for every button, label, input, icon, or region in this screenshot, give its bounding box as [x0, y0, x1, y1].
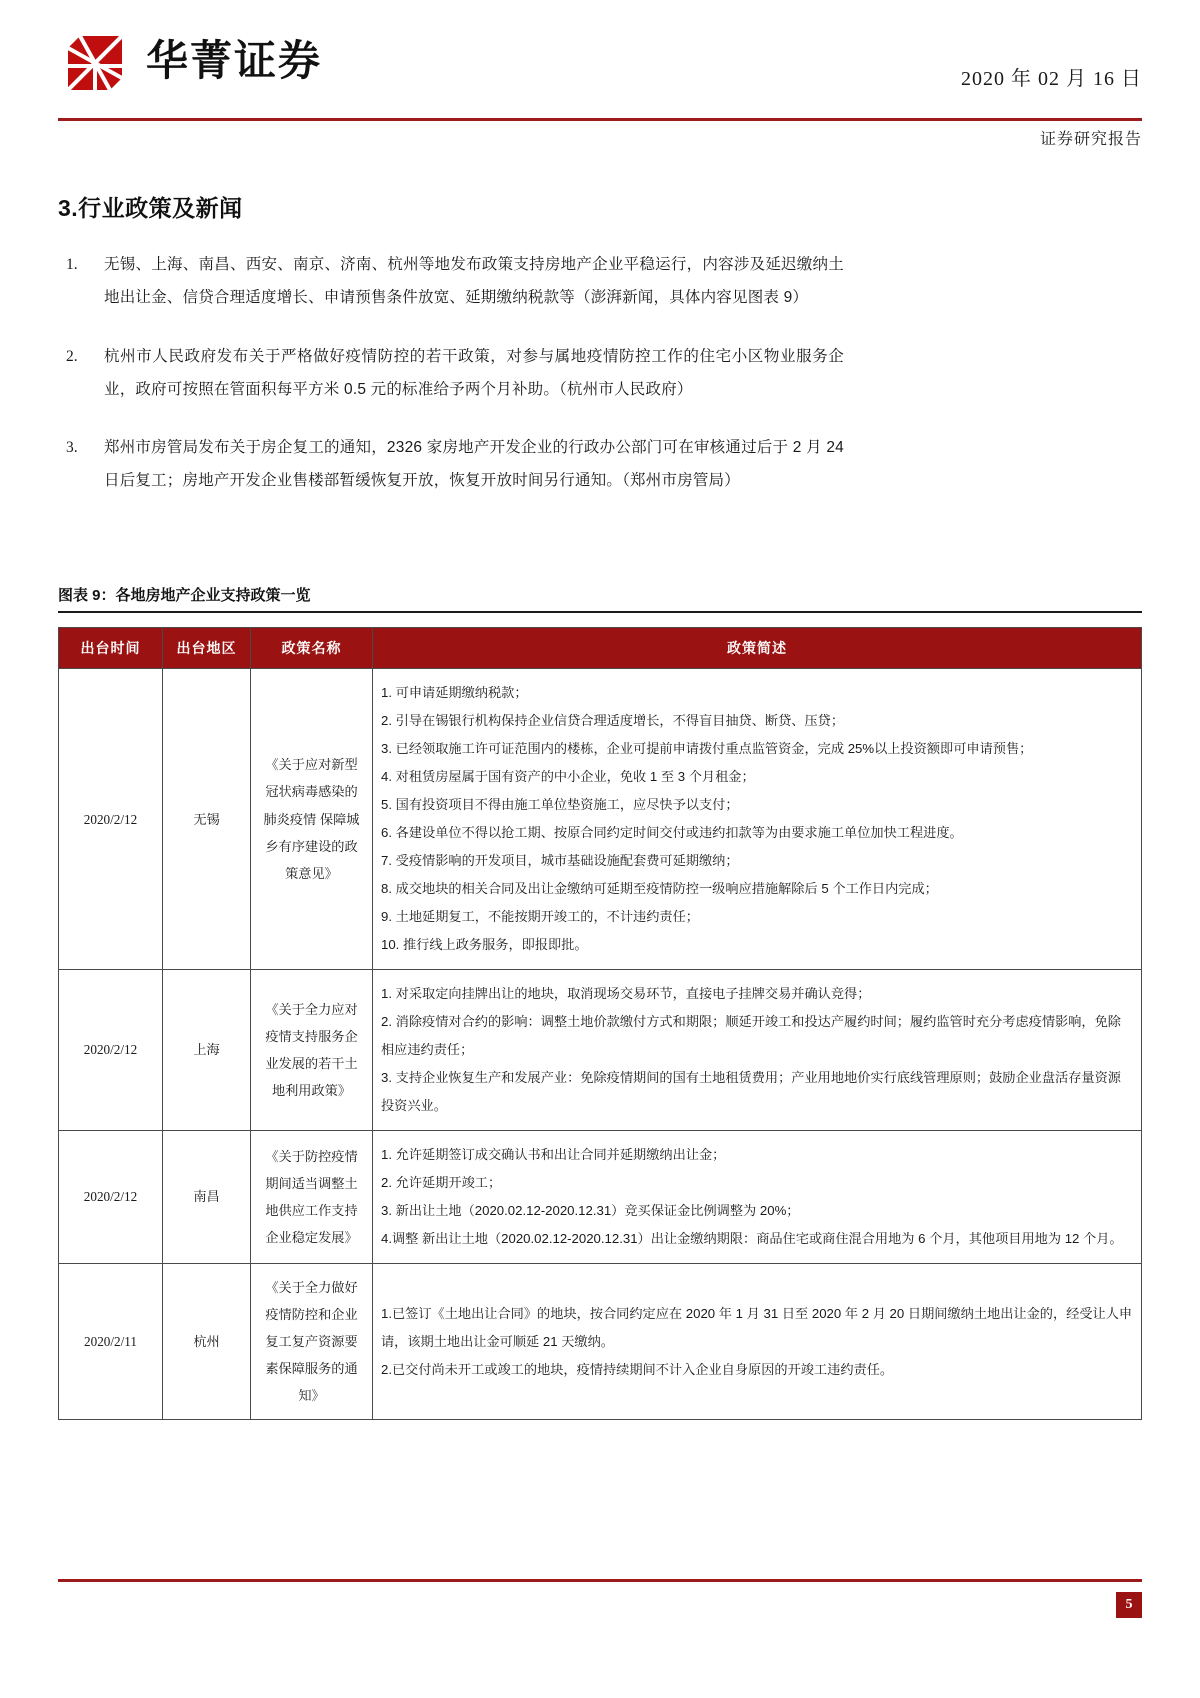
- cell-area: 南昌: [163, 1130, 251, 1263]
- section-heading: 3.行业政策及新闻: [58, 195, 243, 221]
- desc-line: 4. 对租赁房屋属于国有资产的中小企业，免收 1 至 3 个月租金；: [381, 769, 755, 785]
- table-header: [59, 628, 1142, 669]
- news-list: [58, 249, 1142, 498]
- footer-divider: [58, 1579, 1142, 1582]
- policy-table: [58, 627, 1142, 1420]
- list-item-text: 无锡、上海、南昌、西安、南京、济南、杭州等地发布政策支持房地产企业平稳运行，内容涉及延迟缴纳土地出让金、信贷合理适度增长、申请预售条件放宽、延期缴纳税款等（澎湃新闻，具体内容见图表 9）: [104, 256, 844, 306]
- list-item: [58, 432, 1142, 498]
- cell-time: 2020/2/12: [59, 970, 163, 1131]
- cell-policy-name: 《关于全力应对疫情支持服务企业发展的若干土地利用政策》: [251, 970, 373, 1131]
- cell-area: 上海: [163, 970, 251, 1131]
- column-header-policy-desc: 政策简述: [373, 628, 1142, 669]
- huajing-logo-icon: [58, 26, 132, 100]
- report-kind-label: 证券研究报告: [1039, 131, 1142, 148]
- desc-line: 10. 推行线上政务服务，即报即批。: [381, 937, 588, 953]
- desc-line: 2. 引导在锡银行机构保持企业信贷合理适度增长，不得盲目抽贷、断贷、压贷；: [381, 713, 845, 729]
- table-row: [59, 1263, 1142, 1419]
- cell-policy-desc: [373, 1263, 1142, 1419]
- column-header-area: 出台地区: [163, 628, 251, 669]
- column-header-time: 出台时间: [59, 628, 163, 669]
- desc-line: 1. 允许延期签订成交确认书和出让合同并延期缴纳出让金；: [381, 1146, 726, 1162]
- desc-line: 6. 各建设单位不得以抢工期、按原合同约定时间交付或违约扣款等为由要求施工单位加快工程进度。: [381, 825, 963, 841]
- desc-line: 1. 可申请延期缴纳税款；: [381, 685, 528, 701]
- desc-line: 1. 对采取定向挂牌出让的地块，取消现场交易环节，直接电子挂牌交易并确认竞得；: [381, 986, 871, 1001]
- list-item: [58, 249, 1142, 315]
- cell-time: 2020/2/12: [59, 669, 163, 970]
- list-item-number: 1.: [66, 256, 78, 273]
- cell-policy-name: 《关于全力做好疫情防控和企业复工复产资源要素保障服务的通知》: [251, 1263, 373, 1419]
- desc-line: 3. 已经领取施工许可证范围内的楼栋，企业可提前申请拨付重点监管资金，完成 25%以上投资额即可申请预售；: [381, 741, 1033, 757]
- desc-line: 2. 允许延期开竣工；: [381, 1174, 502, 1190]
- cell-time: 2020/2/12: [59, 1130, 163, 1263]
- header-meta: [961, 0, 1142, 91]
- cell-time: 2020/2/11: [59, 1263, 163, 1419]
- table-caption: 图表 9：各地房地产企业支持政策一览: [58, 584, 1142, 613]
- desc-line: 3. 新出让土地（2020.02.12-2020.12.31）竞买保证金比例调整为 20%；: [381, 1202, 800, 1218]
- cell-policy-desc: [373, 1130, 1142, 1263]
- desc-line: 3. 支持企业恢复生产和发展产业：免除疫情期间的国有土地租赁费用；产业用地地价实行底线管理原则；鼓励企业盘活存量资源投资兴业。: [381, 1069, 1121, 1113]
- cell-policy-name: 《关于应对新型冠状病毒感染的肺炎疫情 保障城乡有序建设的政策意见》: [251, 669, 373, 970]
- desc-line: 4.调整 新出让土地（2020.02.12-2020.12.31）出让金缴纳期限：商品住宅或商住混合用地为 6 个月，其他项目用地为 12 个月。: [381, 1230, 1123, 1246]
- header-divider: [58, 118, 1142, 121]
- column-header-policy-name: 政策名称: [251, 628, 373, 669]
- page-header: [0, 0, 1200, 150]
- table-row: [59, 1130, 1142, 1263]
- page-number-badge: 5: [1116, 1592, 1142, 1618]
- desc-line: 2.已交付尚未开工或竣工的地块，疫情持续期间不计入企业自身原因的开竣工违约责任。: [381, 1361, 894, 1377]
- list-item: [58, 341, 1142, 407]
- list-item-text: 杭州市人民政府发布关于严格做好疫情防控的若干政策，对参与属地疫情防控工作的住宅小区物业服务企业，政府可按照在管面积每平方米 0.5 元的标准给予两个月补助。（杭州市人民政府）: [104, 347, 844, 398]
- table-row: [59, 669, 1142, 970]
- cell-area: 杭州: [163, 1263, 251, 1419]
- desc-line: 7. 受疫情影响的开发项目，城市基础设施配套费可延期缴纳；: [381, 853, 739, 869]
- list-item-number: 3.: [66, 439, 78, 457]
- cell-policy-desc: [373, 970, 1142, 1131]
- brand-block: [58, 0, 322, 100]
- desc-line: 2. 消除疫情对合约的影响：调整土地价款缴付方式和期限；顺延开竣工和投达产履约时间；履约监管时充分考虑疫情影响，免除相应违约责任；: [381, 1013, 1121, 1057]
- table-body: [59, 669, 1142, 1420]
- desc-line: 1.已签订《土地出让合同》的地块，按合同约定应在 2020 年 1 月 31 日至 2020 年 2 月 20 日期间缴纳土地出让金的，经受让人申请，该期土地出让金可顺延 21 天缴纳。: [381, 1305, 1133, 1349]
- desc-line: 5. 国有投资项目不得由施工单位垫资施工，应尽快予以支付；: [381, 797, 739, 813]
- desc-line: 9. 土地延期复工，不能按期开竣工的，不计违约责任；: [381, 909, 699, 925]
- list-item-number: 2.: [66, 347, 78, 365]
- report-date: 2020 年 02 月 16 日: [961, 68, 1142, 90]
- cell-policy-desc: [373, 669, 1142, 970]
- table-header-row: [59, 628, 1142, 669]
- brand-name: 华菁证券: [146, 36, 323, 85]
- cell-policy-name: 《关于防控疫情期间适当调整土地供应工作支持企业稳定发展》: [251, 1130, 373, 1263]
- desc-line: 8. 成交地块的相关合同及出让金缴纳可延期至疫情防控一级响应措施解除后 5 个工作日内完成；: [381, 881, 938, 897]
- list-item-text: 郑州市房管局发布关于房企复工的通知，2326 家房地产开发企业的行政办公部门可在审核通过后于 2 月 24 日后复工；房地产开发企业售楼部暂缓恢复开放，恢复开放时间另行通知。（郑州市房管局）: [104, 439, 844, 490]
- cell-area: 无锡: [163, 669, 251, 970]
- table-row: [59, 970, 1142, 1131]
